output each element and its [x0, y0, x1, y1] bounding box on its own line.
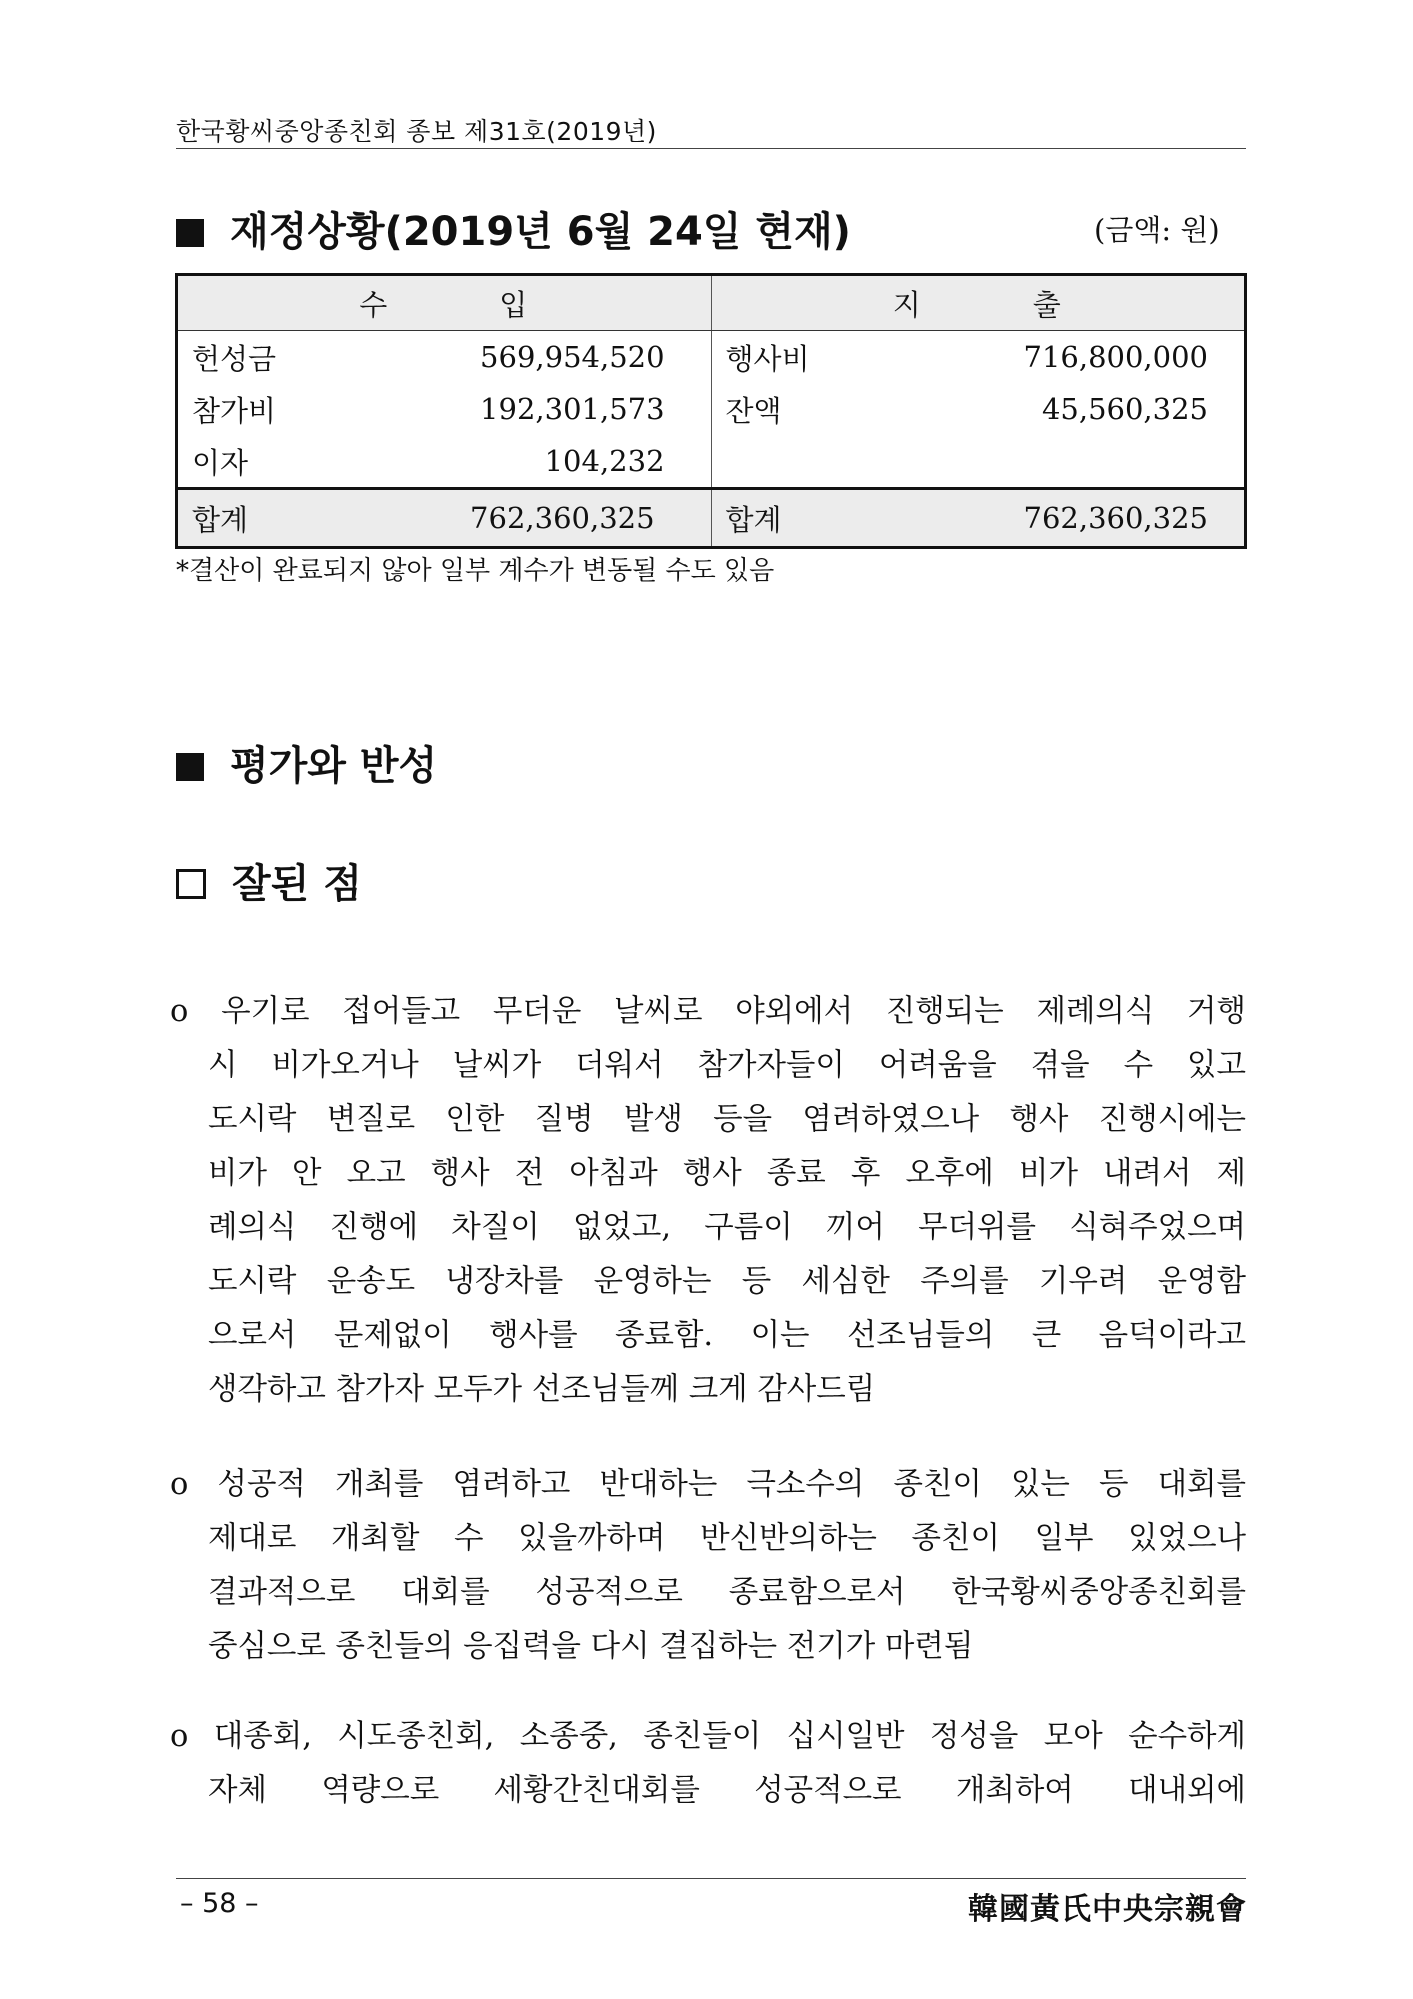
text-line: 제대로 개최할 수 있을까하며 반신반의하는 종친이 일부 있었으나	[208, 1521, 1246, 1556]
income-total-value: 762,360,325	[346, 489, 711, 548]
expense-label: 잔액	[725, 393, 782, 428]
text-line: 도시락 운송도 냉장차를 운영하는 등 세심한 주의를 기우려 운영함	[208, 1264, 1246, 1299]
text-line: 비가 안 오고 행사 전 아침과 행사 종료 후 오후에 비가 내려서 제	[208, 1156, 1246, 1191]
text-line: 도시락 변질로 인한 질병 발생 등을 염려하였으나 행사 진행시에는	[208, 1102, 1246, 1137]
total-row	[177, 489, 1246, 548]
paragraph-2	[170, 1458, 1246, 1674]
finance-section-title	[176, 200, 851, 257]
income-total-label: 합계	[177, 489, 346, 548]
income-label: 이자	[192, 445, 249, 480]
income-label: 헌성금	[192, 341, 277, 376]
finance-header-row	[177, 275, 1246, 331]
income-header: 수 입	[177, 275, 712, 331]
income-value: 192,301,573	[346, 383, 711, 435]
evaluation-title-text: 평가와 반성	[230, 743, 438, 789]
amount-unit: (금액: 원)	[1094, 213, 1220, 247]
table-row	[177, 435, 1246, 489]
text-line: 결과적으로 대회를 성공적으로 종료함으로서 한국황씨중앙종친회를	[208, 1575, 1246, 1610]
expense-total-label: 합계	[711, 489, 860, 548]
running-header: 한국황씨중앙종친회 종보 제31호(2019년)	[176, 117, 657, 146]
open-square-icon	[176, 869, 206, 899]
paragraph-1	[170, 985, 1246, 1417]
expense-header: 지 출	[711, 275, 1245, 331]
finance-title-text: 재정상황(2019년 6월 24일 현재)	[230, 209, 851, 255]
text-line: o 대종회, 시도종친회, 소종중, 종친들이 십시일반 정성을 모아 순수하게	[170, 1719, 1246, 1754]
table-row	[177, 331, 1246, 384]
income-value: 104,232	[346, 435, 711, 489]
finance-note: *결산이 완료되지 않아 일부 계수가 변동될 수도 있음	[176, 556, 775, 586]
organization-name: 韓國黃氏中央宗親會	[968, 1892, 1247, 1927]
page-number: – 58 –	[180, 1888, 259, 1919]
text-line: o 성공적 개최를 염려하고 반대하는 극소수의 종친이 있는 등 대회를	[170, 1467, 1246, 1502]
text-line: 중심으로 종친들의 응집력을 다시 결집하는 전기가 마련됨	[208, 1629, 974, 1664]
evaluation-section-title	[176, 734, 437, 791]
header-rule	[176, 148, 1246, 149]
expense-value	[860, 435, 1245, 489]
expense-label: 행사비	[725, 341, 810, 376]
text-line: 생각하고 참가자 모두가 선조님들께 크게 감사드림	[208, 1372, 876, 1407]
text-line: 자체 역량으로 세황간친대회를 성공적으로 개최하여 대내외에	[208, 1773, 1246, 1808]
footer-rule	[176, 1878, 1246, 1879]
income-value: 569,954,520	[346, 331, 711, 384]
expense-value: 45,560,325	[1041, 392, 1208, 426]
text-line: 시 비가오거나 날씨가 더워서 참가자들이 어려움을 겪을 수 있고	[208, 1048, 1246, 1083]
expense-value: 716,800,000	[1023, 340, 1208, 374]
table-row	[177, 383, 1246, 435]
finance-table	[175, 273, 1247, 549]
filled-square-icon	[176, 219, 204, 247]
paragraph-3	[170, 1710, 1246, 1818]
text-line: 례의식 진행에 차질이 없었고, 구름이 끼어 무더위를 식혀주었으며	[208, 1210, 1246, 1245]
income-label: 참가비	[192, 393, 277, 428]
expense-label	[711, 435, 860, 489]
filled-square-icon	[176, 753, 204, 781]
expense-total-value: 762,360,325	[860, 489, 1245, 548]
good-points-title	[176, 852, 362, 909]
good-points-title-text: 잘된 점	[232, 861, 362, 907]
text-line: o 우기로 접어들고 무더운 날씨로 야외에서 진행되는 제례의식 거행	[170, 994, 1246, 1029]
text-line: 으로서 문제없이 행사를 종료함. 이는 선조님들의 큰 음덕이라고	[208, 1318, 1246, 1353]
